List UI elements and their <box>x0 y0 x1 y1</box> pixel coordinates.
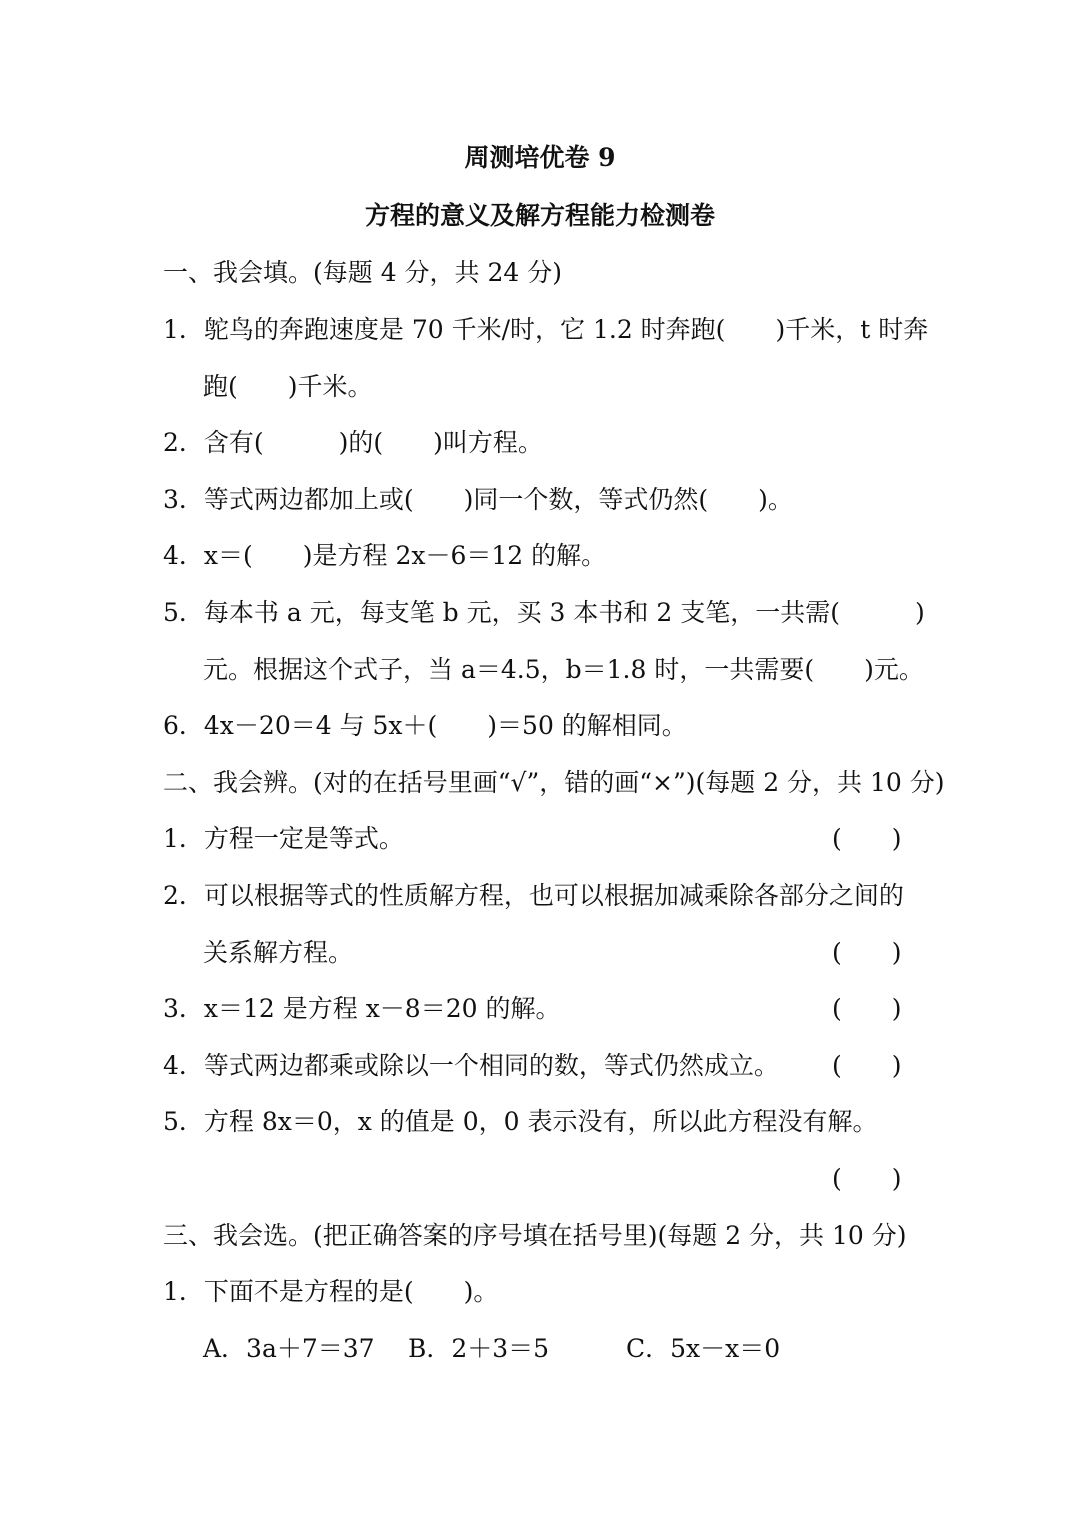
s2-question-5: 5．方程 8x＝0，x 的值是 0，0 表示没有，所以此方程没有解。 <box>163 1107 878 1136</box>
s1-question-1-line1: 1．鸵鸟的奔跑速度是 70 千米/时，它 1.2 时奔跑( )千米，t 时奔 <box>163 315 929 344</box>
s3-q1-option-a: A．3a＋7＝37 <box>203 1334 375 1363</box>
section1-heading: 一、我会填。(每题 4 分，共 24 分) <box>163 258 563 287</box>
s1-question-1-line2: 跑( )千米。 <box>203 372 373 401</box>
s1-question-4: 4．x＝( )是方程 2x－6＝12 的解。 <box>163 541 607 570</box>
s1-question-5-line1: 5．每本书 a 元，每支笔 b 元，买 3 本书和 2 支笔，一共需( ) <box>163 598 925 627</box>
s3-q1-option-c: C．5x－x＝0 <box>626 1334 781 1363</box>
s1-question-3: 3．等式两边都加上或( )同一个数，等式仍然( )。 <box>163 485 793 514</box>
s2-question-2-line1: 2．可以根据等式的性质解方程，也可以根据加减乘除各部分之间的 <box>163 881 904 910</box>
s1-question-2: 2．含有( )的( )叫方程。 <box>163 428 543 457</box>
s1-question-6: 6．4x－20＝4 与 5x＋( )＝50 的解相同。 <box>163 711 687 740</box>
s2-question-3: 3．x＝12 是方程 x－8＝20 的解。 <box>163 994 561 1023</box>
s1-question-5-line2: 元。根据这个式子，当 a＝4.5，b＝1.8 时，一共需要( )元。 <box>203 655 924 684</box>
s2-answer-paren-4: ( ) <box>832 1051 902 1080</box>
page-title: 周测培优卷 9 <box>464 143 616 172</box>
section2-heading: 二、我会辨。(对的在括号里画“√”，错的画“×”)(每题 2 分，共 10 分) <box>163 768 945 797</box>
page-subtitle: 方程的意义及解方程能力检测卷 <box>364 201 715 230</box>
s3-q1-option-b: B．2＋3＝5 <box>408 1334 550 1363</box>
s2-question-4: 4．等式两边都乘或除以一个相同的数，等式仍然成立。 <box>163 1051 779 1080</box>
s2-answer-paren-2: ( ) <box>832 938 902 967</box>
s2-question-2-line2: 关系解方程。 <box>203 938 354 967</box>
s2-answer-paren-3: ( ) <box>832 994 902 1023</box>
section3-heading: 三、我会选。(把正确答案的序号填在括号里)(每题 2 分，共 10 分) <box>163 1221 907 1250</box>
s3-question-1: 1．下面不是方程的是( )。 <box>163 1277 499 1306</box>
s2-question-1: 1．方程一定是等式。 <box>163 824 404 853</box>
s2-answer-paren-5: ( ) <box>832 1164 902 1193</box>
s2-answer-paren-1: ( ) <box>832 824 902 853</box>
